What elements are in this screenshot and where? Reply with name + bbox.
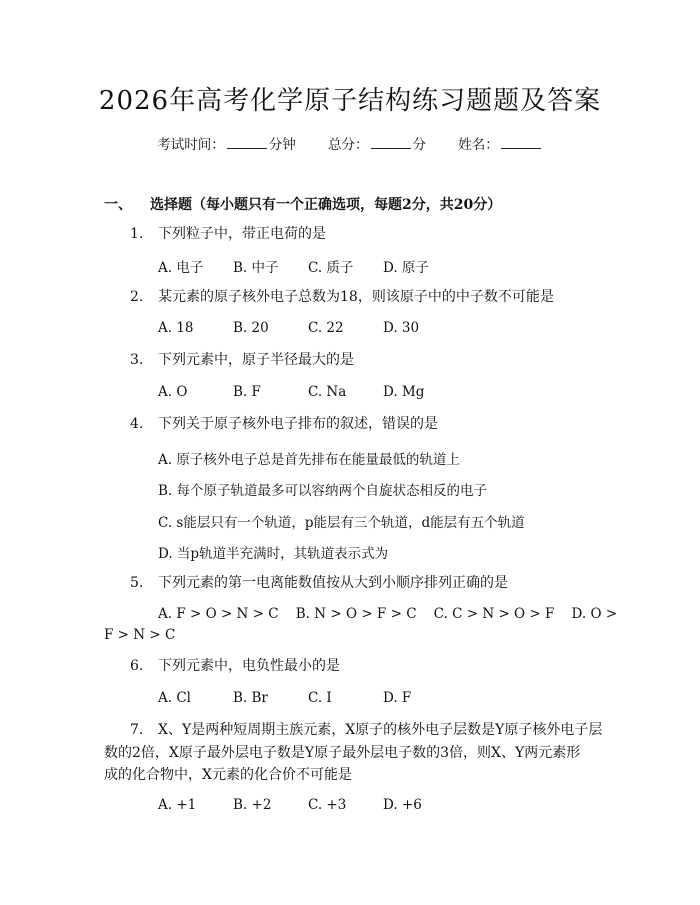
time-unit: 分钟 [268, 137, 296, 153]
option-d: D. 原子 [383, 260, 429, 276]
question-text: 下列关于原子核外电子排布的叙述，错误的是 [158, 416, 438, 432]
question-number: 2. [130, 289, 144, 305]
section-title: 选择题（每小题只有一个正确选项，每题2分，共20分） [150, 197, 502, 213]
question-6-options [158, 690, 458, 706]
question-3-options [158, 384, 458, 400]
page-title: 2026年高考化学原子结构练习题题及答案 [98, 86, 602, 116]
score-unit: 分 [412, 137, 426, 153]
option-d: D. Mg [383, 384, 425, 400]
option-a: A. 电子 [158, 260, 204, 276]
score-label: 总分： [328, 137, 369, 153]
option-c: C. 22 [308, 320, 344, 336]
section-heading [104, 194, 501, 214]
option-c: C. 质子 [308, 260, 354, 276]
option-b: B. 20 [233, 320, 269, 336]
name-blank [501, 136, 541, 149]
section-number: 一、 [104, 197, 132, 213]
question-text: 下列元素中，原子半径最大的是 [158, 352, 354, 368]
question-7-options [158, 797, 458, 813]
question-7 [130, 719, 602, 742]
option-a: A. 原子核外电子总是首先排布在能量最低的轨道上 [158, 452, 460, 468]
question-text: 下列粒子中，带正电荷的是 [158, 226, 326, 242]
option-a: A. O [158, 384, 188, 400]
question-text-line-1: X、Y是两种短周期主族元素，X原子的核外电子层数是Y原子核外电子层 [158, 722, 603, 738]
option-c: C. I [308, 690, 332, 706]
question-6 [130, 655, 340, 678]
exam-meta [0, 133, 700, 153]
time-field [157, 133, 296, 153]
name-label: 姓名： [458, 137, 499, 153]
score-field [328, 133, 426, 153]
option-a: A. Cl [158, 690, 191, 706]
option-b: B. 每个原子轨道最多可以容纳两个自旋状态相反的电子 [158, 483, 488, 499]
question-1 [130, 223, 326, 246]
option-b: B. Br [233, 690, 268, 706]
option-c: C. +3 [308, 797, 347, 813]
option-d: D. +6 [383, 797, 422, 813]
question-number: 7. [130, 722, 144, 738]
option-c: C. s能层只有一个轨道，p能层有三个轨道，d能层有五个轨道 [158, 515, 525, 531]
option-b: B. F [233, 384, 261, 400]
question-text-line-3: 成的化合物中，X元素的化合价不可能是 [104, 767, 352, 783]
question-number: 6. [130, 658, 144, 674]
question-number: 4. [130, 416, 144, 432]
option-b: B. 中子 [233, 260, 279, 276]
question-text: 下列元素的第一电离能数值按从大到小顺序排列正确的是 [158, 575, 508, 591]
question-2-options [158, 320, 458, 336]
option-b: B. +2 [233, 797, 272, 813]
time-blank [227, 136, 267, 149]
question-4 [130, 413, 438, 436]
question-5 [130, 572, 508, 595]
question-text: 某元素的原子核外电子总数为18，则该原子中的中子数不可能是 [158, 289, 554, 305]
option-d: D. F [383, 690, 412, 706]
question-3 [130, 349, 354, 372]
time-label: 考试时间： [157, 137, 225, 153]
question-2 [130, 286, 554, 309]
score-blank [371, 136, 411, 149]
question-text: 下列元素中，电负性最小的是 [158, 658, 340, 674]
name-field [458, 133, 543, 153]
question-number: 1. [130, 226, 144, 242]
question-5-options-line-1: A. F > O > N > C B. N > O > F > C C. C > N > O > F D. O > [158, 606, 618, 622]
option-d: D. 30 [383, 320, 420, 336]
question-1-options [158, 256, 458, 276]
option-d: D. 当p轨道半充满时，其轨道表示式为 [158, 546, 389, 562]
question-number: 5. [130, 575, 144, 591]
question-5-options-line-2: F > N > C [104, 627, 176, 643]
option-a: A. 18 [158, 320, 194, 336]
question-text-line-2: 数的2倍，X原子最外层电子数是Y原子最外层电子数的3倍，则X、Y两元素形 [104, 745, 581, 761]
question-number: 3. [130, 352, 144, 368]
option-a: A. +1 [158, 797, 197, 813]
option-c: C. Na [308, 384, 347, 400]
